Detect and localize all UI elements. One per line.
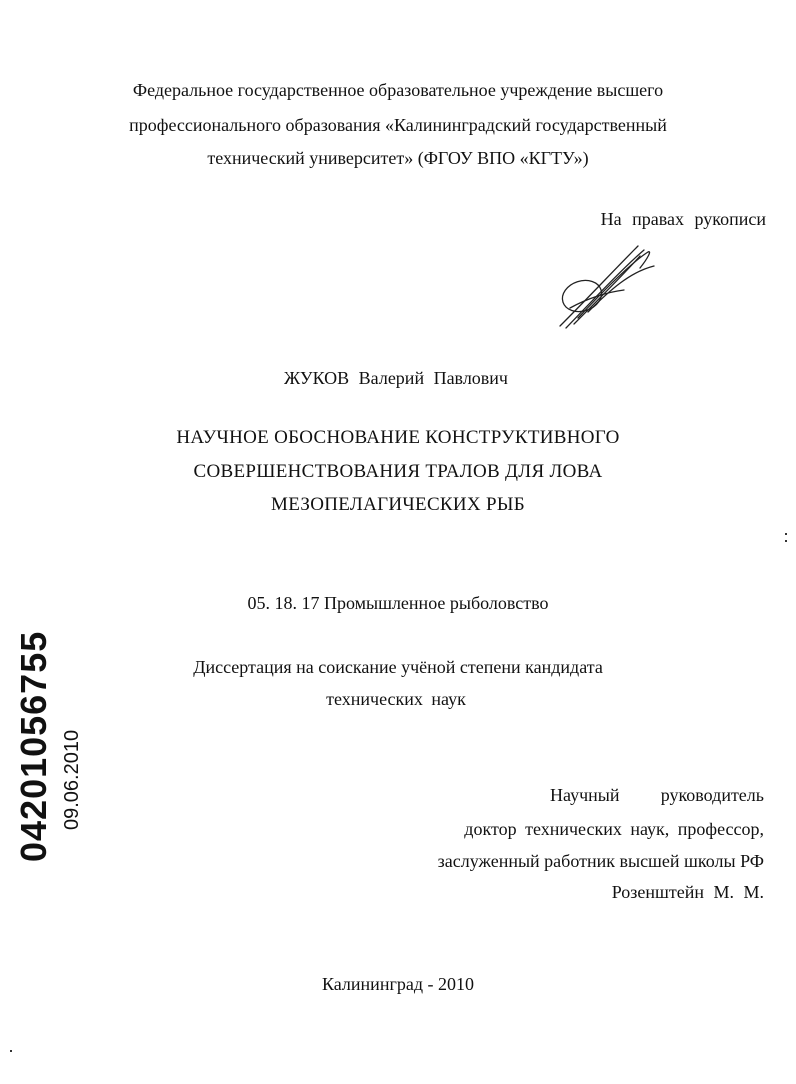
city-year: Калининград - 2010 xyxy=(322,974,474,994)
signature-icon xyxy=(548,238,668,333)
supervisor-name: Розенштейн М. М. xyxy=(611,882,764,902)
supervisor-title: заслуженный работник высшей школы РФ xyxy=(437,851,764,871)
specialty: 05. 18. 17 Промышленное рыболовство xyxy=(247,593,549,613)
title-line-3: МЕЗОПЕЛАГИЧЕСКИХ РЫБ xyxy=(271,494,525,515)
degree-line-1: Диссертация на соискание учёной степени кандидата xyxy=(193,657,603,677)
supervisor-label-right: руководитель xyxy=(660,785,764,805)
library-stamp-date: 09.06.2010 xyxy=(61,729,83,830)
title-line-2: СОВЕРШЕНСТВОВАНИЯ ТРАЛОВ ДЛЯ ЛОВА xyxy=(193,461,603,482)
supervisor-degree: доктор технических наук, профессор, xyxy=(464,819,764,839)
institution-line-3: технический университет» (ФГОУ ВПО «КГТУ») xyxy=(207,148,589,168)
title-line-1: НАУЧНОЕ ОБОСНОВАНИЕ КОНСТРУКТИВНОГО xyxy=(176,427,620,448)
scan-speck xyxy=(10,1050,12,1052)
scan-speck xyxy=(785,533,787,535)
manuscript-note: На правах рукописи xyxy=(600,209,766,229)
library-stamp-number: 04201056755 xyxy=(13,630,54,862)
author-name: ЖУКОВ Валерий Павлович xyxy=(284,368,508,388)
institution-line-1: Федеральное государственное образовательное учреждение высшего xyxy=(132,80,664,100)
supervisor-label-left: Научный xyxy=(550,785,620,805)
degree-line-2: технических наук xyxy=(326,689,466,709)
institution-line-2: профессионального образования «Калининградский государственный xyxy=(129,115,667,135)
scan-speck xyxy=(785,540,787,542)
